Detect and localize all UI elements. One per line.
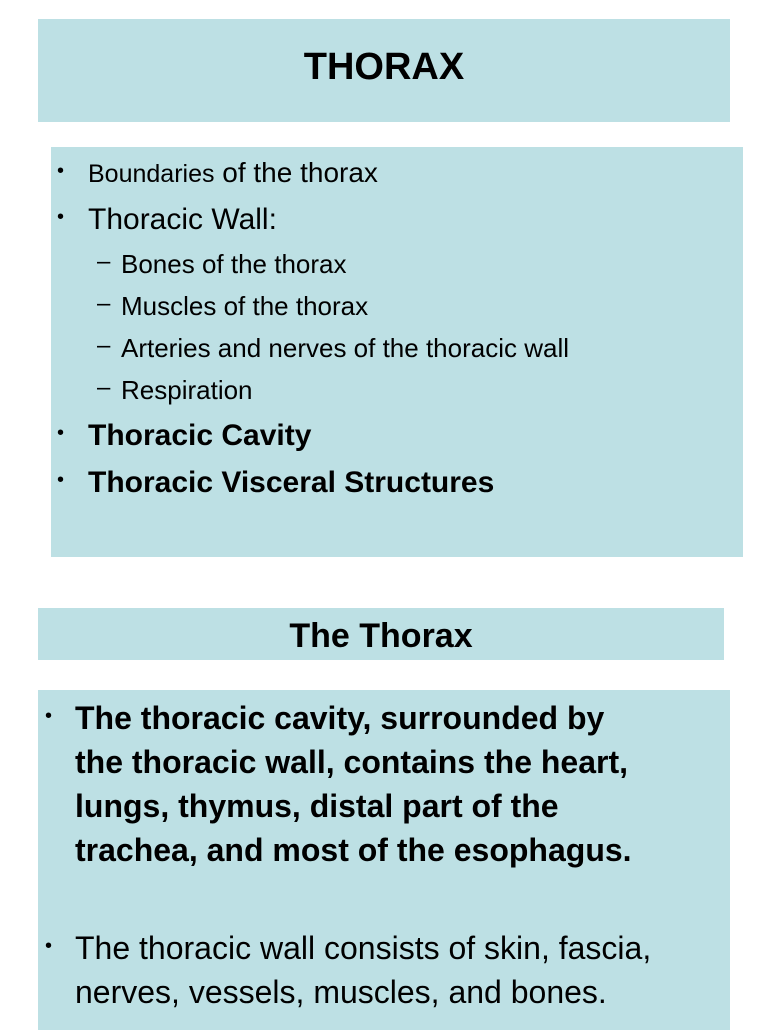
list-item-thoracic-cavity: Thoracic Cavity: [88, 419, 312, 452]
sub-item-bones: Bones of the thorax: [121, 249, 347, 279]
paragraph-thoracic-cavity: [75, 696, 725, 872]
bullet-marker: •: [57, 469, 65, 491]
dash-marker: –: [97, 332, 111, 359]
list-item-thoracic-wall: Thoracic Wall:: [88, 203, 277, 236]
dash-marker: –: [97, 248, 111, 275]
dash-marker: –: [97, 290, 111, 317]
sub-item-muscles: Muscles of the thorax: [121, 291, 369, 321]
paragraph-line: The thoracic cavity, surrounded by: [75, 700, 605, 736]
slide2-title-box: [38, 608, 724, 660]
paragraph-line: trachea, and most of the esophagus.: [75, 832, 632, 868]
slide2-title: The Thorax: [289, 617, 473, 655]
slide1-title-box: [38, 19, 730, 122]
paragraph-line: nerves, vessels, muscles, and bones.: [75, 974, 607, 1010]
bullet-marker: •: [57, 160, 65, 182]
slide2-content-box: [38, 690, 730, 1030]
bullet-marker: •: [45, 935, 53, 957]
bullet-marker: •: [45, 705, 53, 727]
dash-marker: –: [97, 374, 111, 401]
list-item-boundaries-word: Boundaries: [88, 160, 215, 188]
paragraph-line: the thoracic wall, contains the heart,: [75, 744, 629, 780]
bullet-marker: •: [57, 422, 65, 444]
sub-item-arteries-nerves: Arteries and nerves of the thoracic wall: [121, 333, 569, 363]
paragraph-line: The thoracic wall consists of skin, fascia,: [75, 930, 652, 966]
paragraph-thoracic-wall: [75, 926, 725, 1014]
list-item-boundaries-rest: of the thorax: [214, 157, 378, 188]
slide1-content-box: [51, 147, 743, 557]
bullet-marker: •: [57, 206, 65, 228]
slide1-title: THORAX: [303, 46, 465, 88]
paragraph-line: lungs, thymus, distal part of the: [75, 788, 559, 824]
list-item-visceral-structures: Thoracic Visceral Structures: [88, 466, 495, 499]
list-item-boundaries: [88, 155, 378, 192]
sub-item-respiration: Respiration: [121, 375, 253, 405]
